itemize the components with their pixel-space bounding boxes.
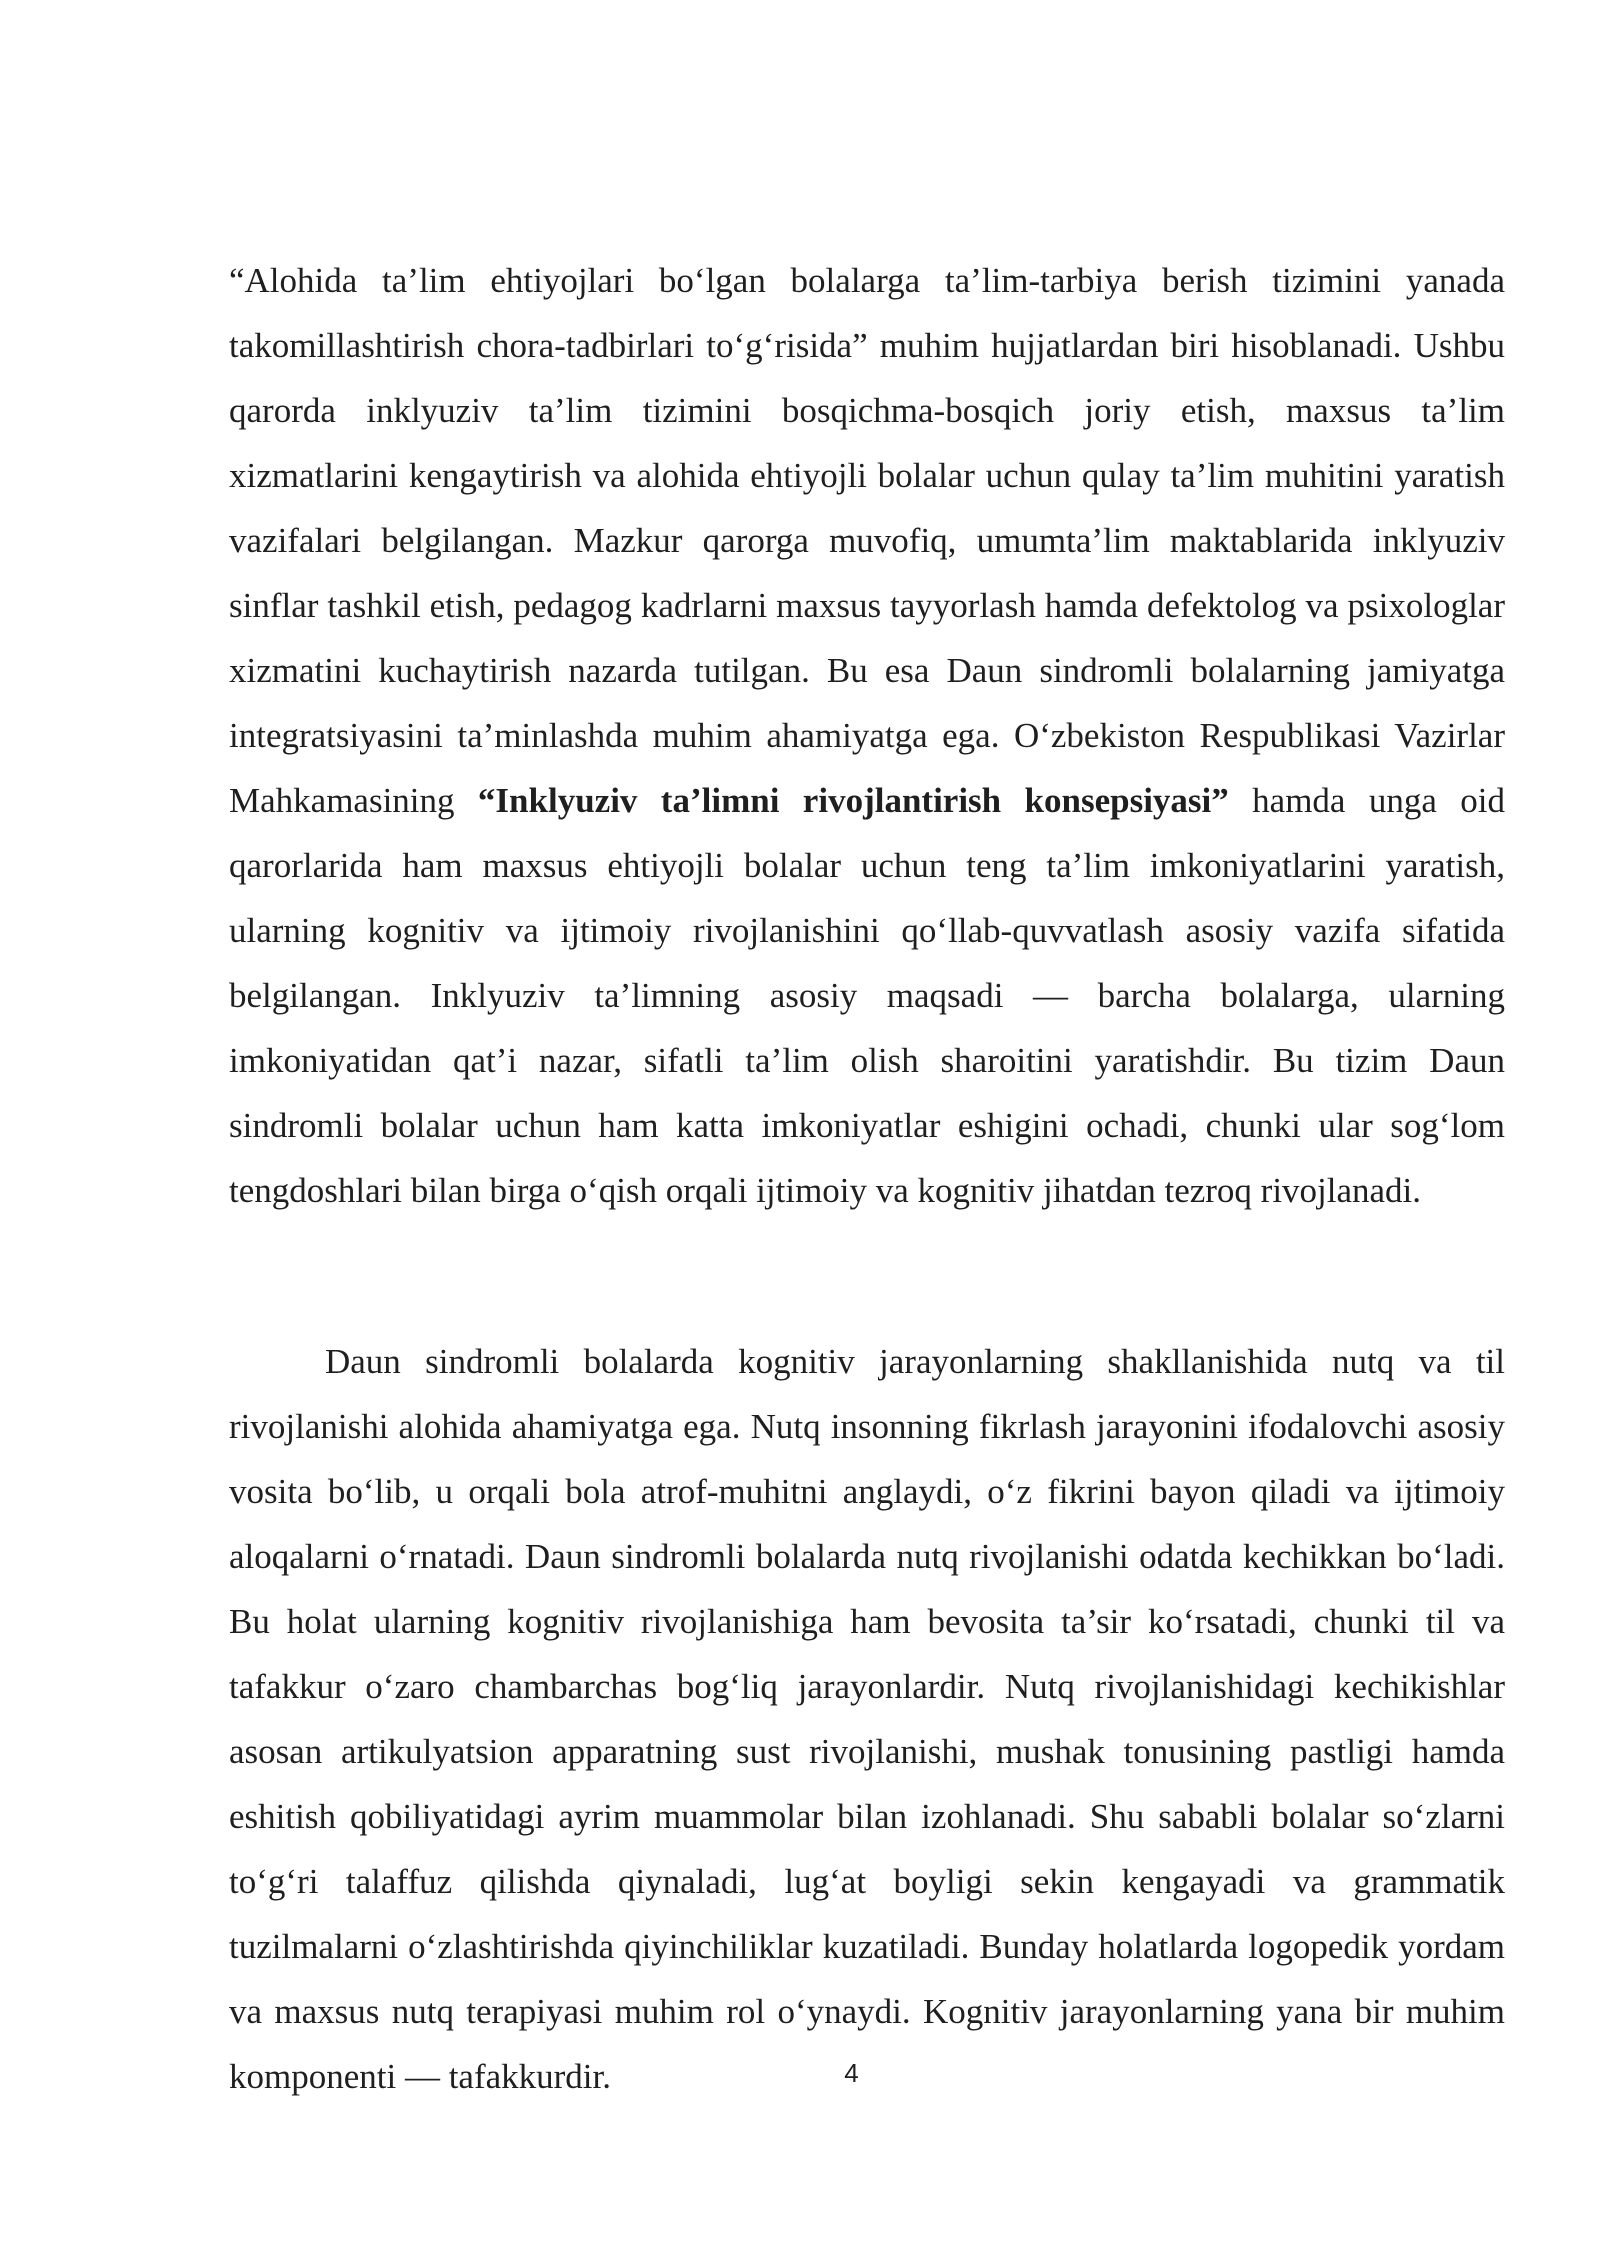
paragraph-1-text-end: hamda unga oid qarorlarida ham maxsus ehtiyojli bolalar uchun teng ta’lim imkoniyatlarini yaratish, ularning kognitiv va ijtimoiy rivojlanishini qo‘llab-quvvatlash asosiy vazifa sifatida belgilangan. Inklyuziv ta’limning asosiy maqsadi — barcha bolalarga, ularning imkoniyatidan qat’i nazar, sifatli ta’lim olish sharoitini yaratishdir. Bu tizim Daun sindromli bolalar uchun ham katta imkoniyatlar eshigini ochadi, chunki ular sog‘lom tengdoshlari bilan birga o‘qish orqali ijtimoiy va kognitiv jihatdan tezroq rivojlanadi.	[229, 781, 1505, 1210]
paragraph-1-text	[229, 248, 1505, 1223]
concept-title-bold: “Inklyuziv ta’limni rivojlantirish konsepsiyasi”	[477, 781, 1229, 820]
paragraph-1	[229, 248, 1505, 1223]
page-number: 4	[844, 2058, 859, 2088]
paragraph-2-text: Daun sindromli bolalarda kognitiv jarayonlarning shakllanishida nutq va til rivojlanishi alohida ahamiyatga ega. Nutq insonning fikrlash jarayonini ifodalovchi asosiy vosita bo‘lib, u orqali bola atrof-muhitni anglaydi, o‘z fikrini bayon qiladi va ijtimoiy aloqalarni o‘rnatadi. Daun sindromli bolalarda nutq rivojlanishi odatda kechikkan bo‘ladi. Bu holat ularning kognitiv rivojlanishiga ham bevosita ta’sir ko‘rsatadi, chunki til va tafakkur o‘zaro chambarchas bog‘liq jarayonlardir. Nutq rivojlanishidagi kechikishlar asosan artikulyatsion apparatning sust rivojlanishi, mushak tonusining pastligi hamda eshitish qobiliyatidagi ayrim muammolar bilan izohlanadi. Shu sababli bolalar so‘zlarni to‘g‘ri talaffuz qilishda qiynaladi, lug‘at boyligi sekin kengayadi va grammatik tuzilmalarni o‘zlashtirishda qiyinchiliklar kuzatiladi. Bunday holatlarda logopedik yordam va maxsus nutq terapiyasi muhim rol o‘ynaydi. Kognitiv jarayonlarning yana bir muhim komponenti — tafakkurdir.	[229, 1342, 1505, 2096]
paragraph-1-text-start: “Alohida ta’lim ehtiyojlari bo‘lgan bolalarga ta’lim-tarbiya berish tizimini yanada takomillashtirish chora-tadbirlari to‘g‘risida” muhim hujjatlardan biri hisoblanadi. Ushbu qarorda inklyuziv ta’lim tizimini bosqichma-bosqich joriy etish, maxsus ta’lim xizmatlarini kengaytirish va alohida ehtiyojli bolalar uchun qulay ta’lim muhitini yaratish vazifalari belgilangan. Mazkur qarorga muvofiq, umumta’lim maktablarida inklyuziv sinflar tashkil etish, pedagog kadrlarni maxsus tayyorlash hamda defektolog va psixologlar xizmatini kuchaytirish nazarda tutilgan. Bu esa Daun sindromli bolalarning jamiyatga integratsiyasini ta’minlashda muhim ahamiyatga ega. O‘zbekiston Respublikasi Vazirlar Mahkamasining	[229, 261, 1505, 820]
paragraph-2	[229, 1329, 1505, 2109]
